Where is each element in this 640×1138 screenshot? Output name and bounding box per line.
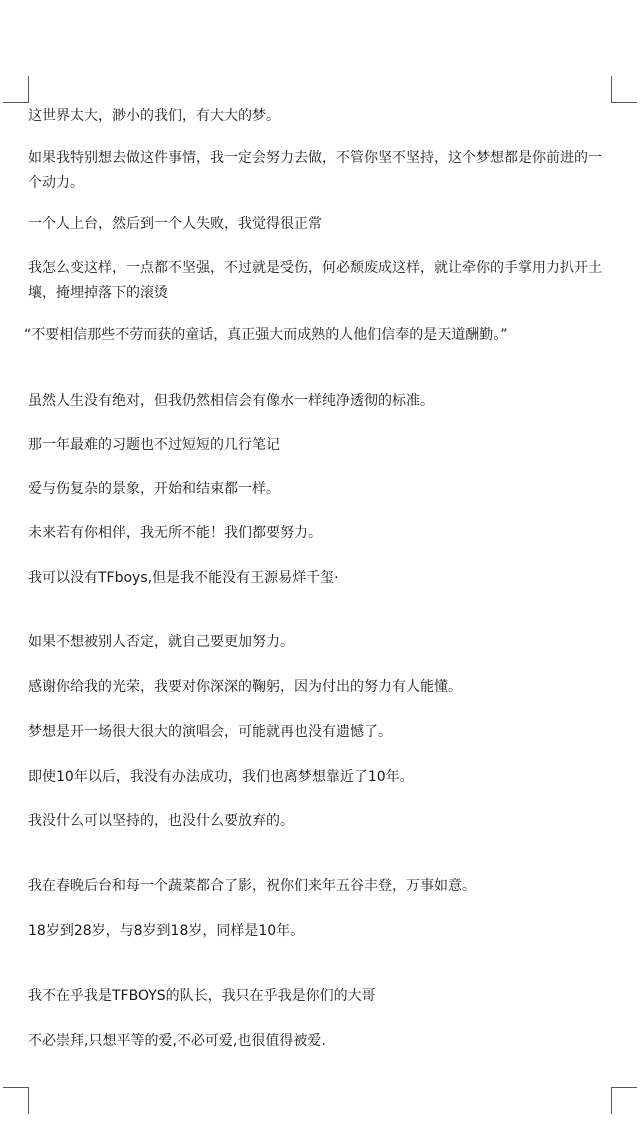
- paragraph: 我不在乎我是TFBOYS的队长，我只在乎我是你们的大哥: [28, 988, 376, 1004]
- paragraph: 爱与伤复杂的景象，开始和结束都一样。: [28, 481, 280, 497]
- paragraph: 18岁到28岁，与8岁到18岁，同样是10年。: [28, 923, 305, 939]
- paragraph: 感谢你给我的光荣，我要对你深深的鞠躬，因为付出的努力有人能懂。: [28, 679, 462, 695]
- crop-mark-top-right: [611, 76, 637, 103]
- crop-mark-bottom-right: [611, 1087, 637, 1114]
- paragraph: 这世界太大，渺小的我们，有大大的梦。: [28, 108, 280, 124]
- paragraph: 不必崇拜,只想平等的爱,不必可爱,也很值得被爱.: [28, 1033, 326, 1049]
- paragraph: 我怎么变这样，一点都不坚强，不过就是受伤，何必颓废成这样，就让牵你的手掌用力扒开土壤，掩埋掉落下的滚烫: [28, 260, 602, 301]
- crop-mark-bottom-left: [3, 1087, 29, 1114]
- paragraph: 虽然人生没有绝对，但我仍然相信会有像水一样纯净透彻的标准。: [28, 393, 434, 409]
- paragraph: 即使10年以后，我没有办法成功，我们也离梦想靠近了10年。: [28, 769, 414, 785]
- paragraph: 未来若有你相伴，我无所不能！我们都要努力。: [28, 525, 322, 541]
- crop-mark-top-left: [3, 76, 29, 103]
- paragraph: 如果我特别想去做这件事情，我一定会努力去做，不管你坚不坚持，这个梦想都是你前进的一个动力。: [28, 150, 602, 191]
- quote-paragraph: “不要相信那些不劳而获的童话，真正强大而成熟的人他们信奉的是天道酬勤。”: [24, 327, 508, 343]
- paragraph: 我可以没有TFboys,但是我不能没有王源易烊千玺·: [28, 570, 339, 586]
- paragraph: 如果不想被别人否定，就自己要更加努力。: [28, 634, 294, 650]
- paragraph: 一个人上台，然后到一个人失败，我觉得很正常: [28, 216, 322, 232]
- paragraph: 我在春晚后台和每一个蔬菜都合了影，祝你们来年五谷丰登，万事如意。: [28, 878, 476, 894]
- paragraph: 那一年最难的习题也不过短短的几行笔记: [28, 437, 280, 453]
- paragraph: 我没什么可以坚持的，也没什么要放弃的。: [28, 813, 294, 829]
- paragraph: 梦想是开一场很大很大的演唱会，可能就再也没有遗憾了。: [28, 724, 392, 740]
